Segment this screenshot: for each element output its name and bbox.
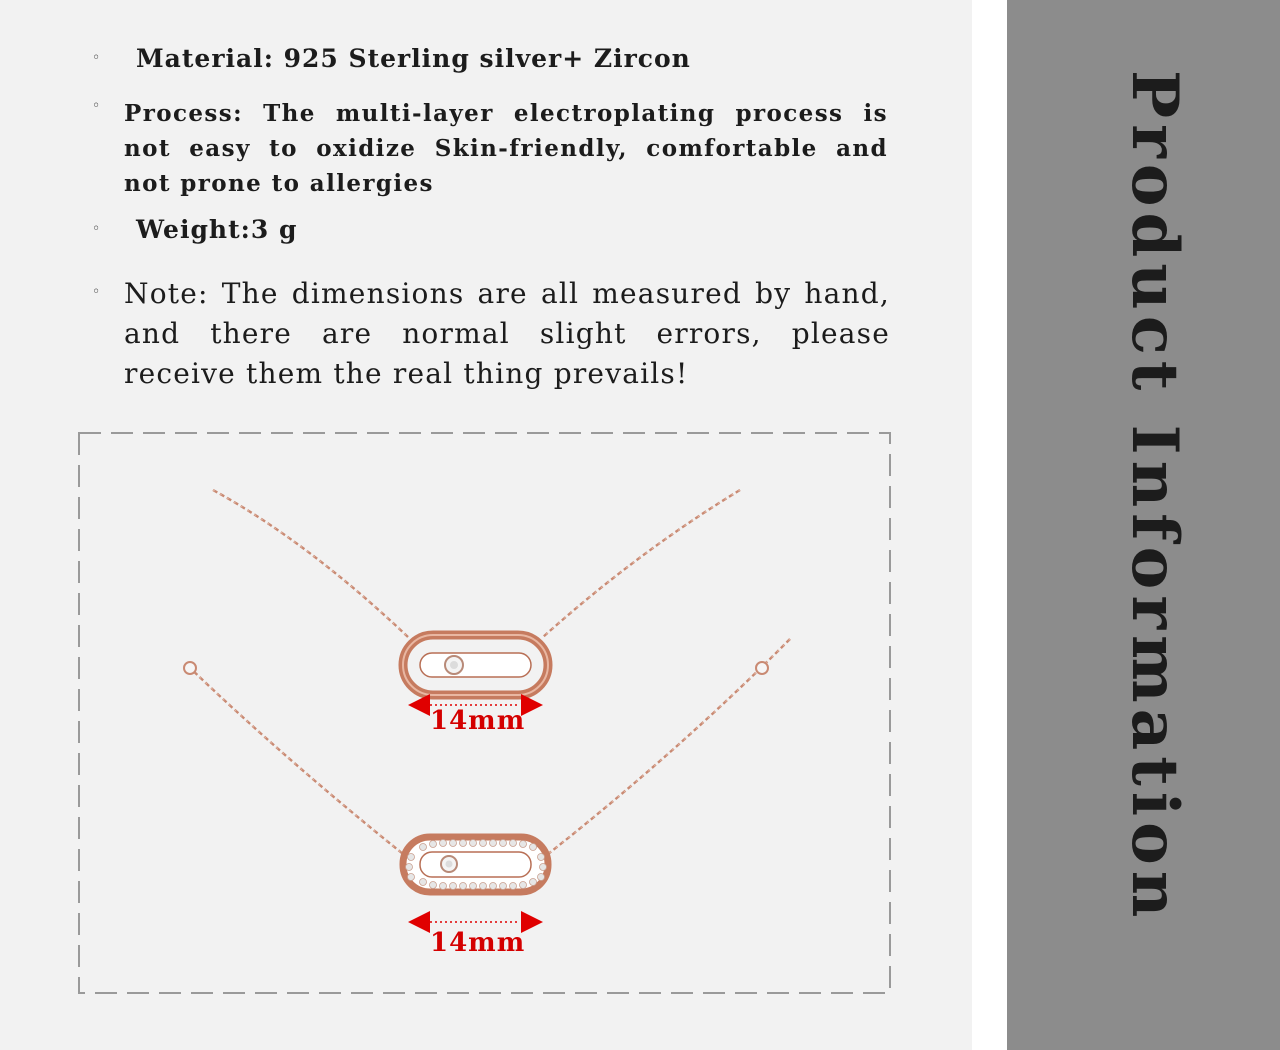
bullet-icon: ◦ [92,98,101,114]
product-image-frame [78,432,891,994]
spec-weight-text: Weight:3 g [136,215,298,244]
bullet-icon: ◦ [92,50,101,66]
spec-material-text: Material: 925 Sterling silver+ Zircon [136,44,691,73]
spec-note-text: Note: The dimensions are all measured by hand, and there are normal slight errors, please receive them the real thing prevails! [124,277,890,390]
sidebar-title: Product Information [1117,70,1192,924]
bullet-icon: ◦ [92,221,101,237]
top-necklace [213,490,740,695]
bullet-icon: ◦ [92,284,101,300]
top-necklace-dimension-label: 14mm [430,706,526,736]
spec-process-text: Process: The multi-layer electroplating process is not easy to oxidize Skin-friendly, comfortable and not prone to allergies [124,100,888,197]
bottom-necklace-dimension-label: 14mm [430,928,526,958]
